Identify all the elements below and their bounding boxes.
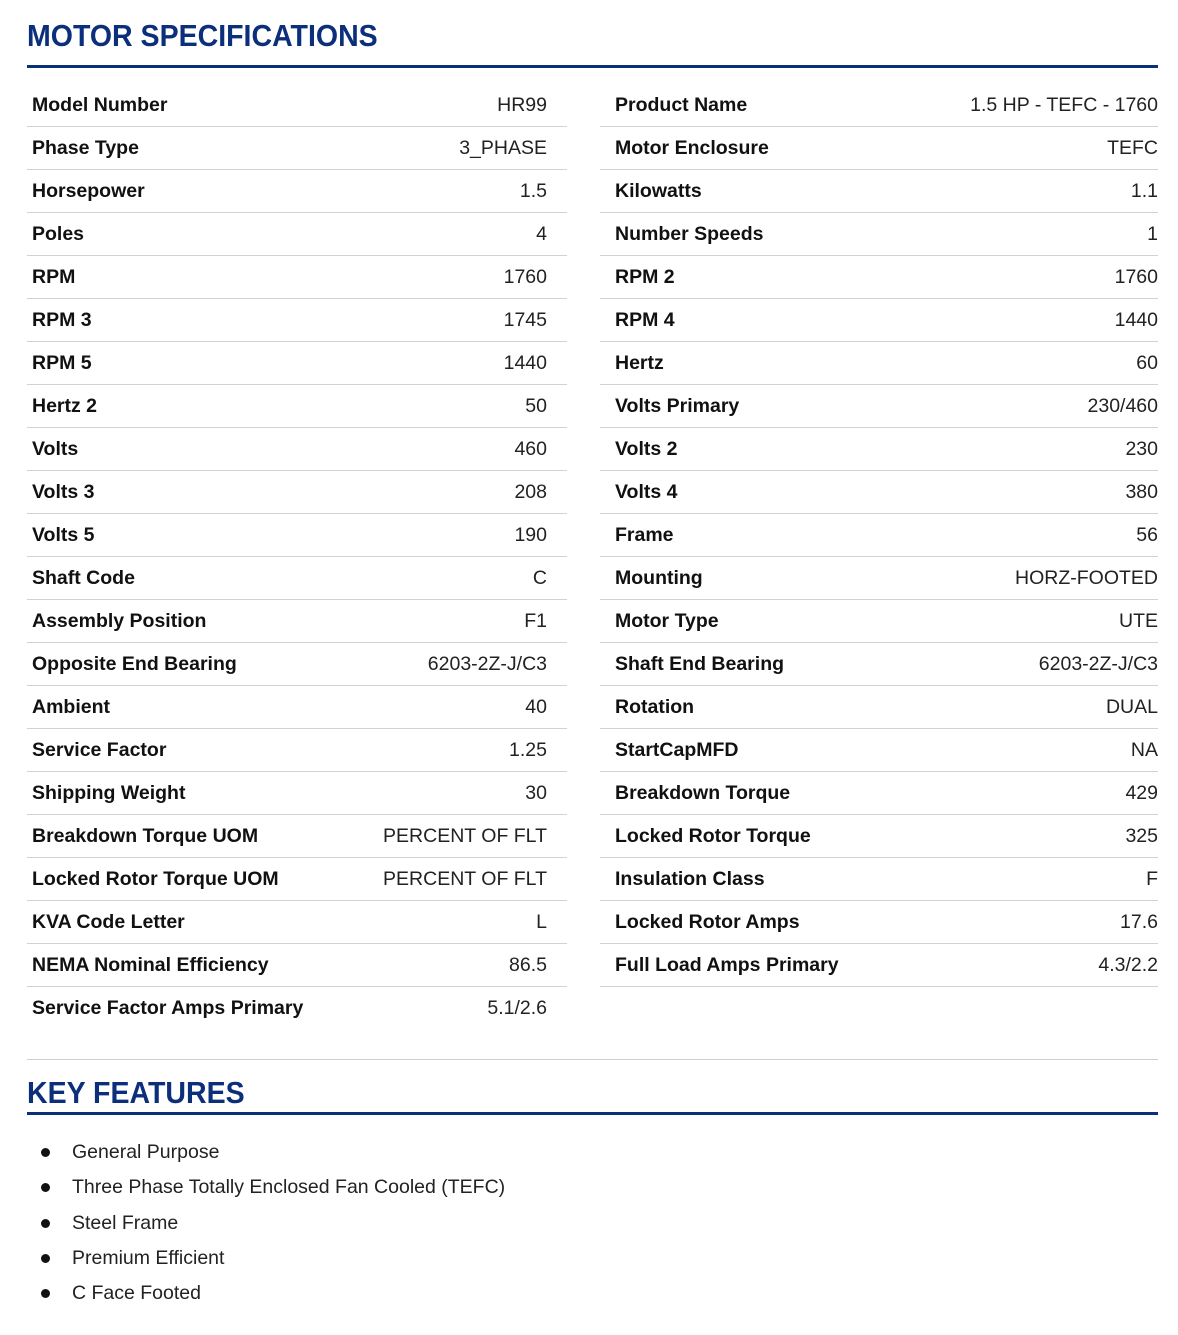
spec-label: Volts (32, 437, 79, 460)
spec-label: Volts 3 (32, 480, 95, 503)
spec-value: F (1146, 867, 1158, 890)
spec-row (600, 299, 1158, 342)
spec-row (27, 858, 567, 901)
spec-value: F1 (524, 609, 547, 632)
spec-row (600, 901, 1158, 944)
spec-value: 4.3/2.2 (1098, 953, 1158, 976)
spec-label: Shaft Code (32, 566, 135, 589)
spec-label: Assembly Position (32, 609, 207, 632)
spec-row (27, 256, 567, 299)
spec-value: 325 (1125, 824, 1158, 847)
spec-row (600, 127, 1158, 170)
spec-value: 230 (1125, 437, 1158, 460)
spec-value: TEFC (1107, 136, 1158, 159)
spec-row (27, 213, 567, 256)
spec-row (27, 299, 567, 342)
spec-row (600, 428, 1158, 471)
spec-row (600, 772, 1158, 815)
spec-label: Breakdown Torque (615, 781, 791, 804)
spec-value: C (532, 566, 547, 589)
spec-label: Locked Rotor Torque UOM (32, 867, 279, 890)
spec-row (27, 600, 567, 643)
spec-value: 1440 (503, 351, 547, 374)
bullet-icon (41, 1148, 50, 1157)
spec-row (27, 729, 567, 772)
spec-section-title: MOTOR SPECIFICATIONS (27, 18, 378, 53)
spec-value: 1 (1147, 222, 1158, 245)
spec-row (600, 815, 1158, 858)
spec-value: 429 (1125, 781, 1158, 804)
spec-row (600, 858, 1158, 901)
spec-value: 380 (1125, 480, 1158, 503)
spec-value: 86.5 (509, 953, 547, 976)
spec-label: RPM 2 (615, 265, 675, 288)
spec-row (27, 471, 567, 514)
spec-value: DUAL (1105, 695, 1158, 718)
spec-label: RPM 5 (32, 351, 92, 374)
spec-label: StartCapMFD (615, 738, 739, 761)
spec-label: KVA Code Letter (32, 910, 185, 933)
spec-value: 1.25 (509, 738, 547, 761)
spec-table-right (600, 84, 1158, 987)
spec-row (600, 944, 1158, 987)
spec-label: RPM 3 (32, 308, 92, 331)
spec-value: 1.5 HP - TEFC - 1760 (970, 93, 1158, 116)
spec-label: Mounting (615, 566, 703, 589)
spec-value: 1760 (503, 265, 547, 288)
spec-value: 3_PHASE (459, 136, 547, 159)
spec-row (600, 729, 1158, 772)
spec-value: 17.6 (1120, 910, 1158, 933)
spec-value: 56 (1136, 523, 1158, 546)
spec-row (27, 342, 567, 385)
feature-text: Three Phase Totally Enclosed Fan Cooled (TEFC) (72, 1176, 506, 1199)
feature-text: General Purpose (72, 1141, 220, 1164)
spec-title-rule (27, 65, 1158, 68)
spec-value: L (536, 910, 547, 933)
spec-label: Insulation Class (615, 867, 765, 890)
spec-value: HORZ-FOOTED (1015, 566, 1158, 589)
spec-row (27, 514, 567, 557)
features-section-title: KEY FEATURES (27, 1075, 245, 1110)
spec-row (600, 342, 1158, 385)
spec-row (600, 600, 1158, 643)
spec-value: 1760 (1114, 265, 1158, 288)
spec-row (27, 385, 567, 428)
spec-label: RPM 4 (615, 308, 675, 331)
spec-label: Service Factor (32, 738, 167, 761)
spec-value: 5.1/2.6 (487, 997, 547, 1019)
spec-row (27, 127, 567, 170)
spec-row (27, 772, 567, 815)
spec-value: 4 (536, 222, 547, 245)
spec-row (600, 256, 1158, 299)
spec-value: 1.5 (519, 179, 547, 202)
spec-table-left (27, 84, 567, 1030)
spec-value: 60 (1136, 351, 1158, 374)
spec-value: 30 (525, 781, 547, 804)
spec-label: Motor Type (615, 609, 719, 632)
spec-label: Number Speeds (615, 222, 764, 245)
spec-value: UTE (1119, 609, 1158, 632)
spec-label: Volts Primary (615, 394, 740, 417)
spec-value: PERCENT OF FLT (383, 867, 547, 890)
spec-label: Shaft End Bearing (615, 652, 785, 675)
spec-label: Horsepower (32, 179, 145, 202)
spec-label: Volts 4 (615, 480, 678, 503)
bullet-icon (41, 1289, 50, 1298)
spec-value: 460 (514, 437, 547, 460)
spec-value: 6203-2Z-J/C3 (427, 652, 547, 675)
spec-row (600, 643, 1158, 686)
spec-value: HR99 (497, 93, 547, 116)
bullet-icon (41, 1219, 50, 1228)
spec-value: 1.1 (1130, 179, 1158, 202)
spec-label: Motor Enclosure (615, 136, 769, 159)
feature-item (27, 1276, 505, 1311)
bullet-icon (41, 1254, 50, 1263)
spec-row (600, 84, 1158, 127)
spec-row (27, 557, 567, 600)
spec-value: 190 (514, 523, 547, 546)
spec-row (27, 170, 567, 213)
spec-row (27, 428, 567, 471)
spec-value: 1440 (1114, 308, 1158, 331)
spec-label: Full Load Amps Primary (615, 953, 839, 976)
spec-label: Locked Rotor Torque (615, 824, 811, 847)
spec-label: Service Factor Amps Primary (32, 997, 304, 1019)
feature-text: Steel Frame (72, 1211, 179, 1234)
spec-value: 230/460 (1087, 394, 1158, 417)
spec-value: 6203-2Z-J/C3 (1038, 652, 1158, 675)
spec-row (27, 901, 567, 944)
spec-label: Opposite End Bearing (32, 652, 237, 675)
spec-row (27, 815, 567, 858)
feature-item (27, 1135, 505, 1170)
spec-label: Volts 5 (32, 523, 95, 546)
spec-row (600, 686, 1158, 729)
spec-label: Product Name (615, 93, 748, 116)
spec-label: NEMA Nominal Efficiency (32, 953, 269, 976)
spec-label: RPM (32, 265, 76, 288)
spec-label: Model Number (32, 93, 168, 116)
spec-row (600, 514, 1158, 557)
spec-label: Shipping Weight (32, 781, 186, 804)
spec-label: Kilowatts (615, 179, 702, 202)
spec-value: 208 (514, 480, 547, 503)
features-title-rule (27, 1112, 1158, 1115)
feature-item (27, 1170, 505, 1205)
spec-value: 1745 (503, 308, 547, 331)
spec-label: Volts 2 (615, 437, 678, 460)
spec-row (600, 557, 1158, 600)
bullet-icon (41, 1183, 50, 1192)
feature-item (27, 1206, 505, 1241)
spec-row (27, 84, 567, 127)
spec-label: Locked Rotor Amps (615, 910, 800, 933)
spec-label: Hertz (615, 351, 664, 374)
spec-value: PERCENT OF FLT (383, 824, 547, 847)
spec-value: 50 (525, 394, 547, 417)
spec-label: Frame (615, 523, 674, 546)
spec-value: NA (1130, 738, 1158, 761)
spec-row (600, 385, 1158, 428)
spec-label: Rotation (615, 695, 695, 718)
spec-label: Poles (32, 222, 85, 245)
spec-row (600, 213, 1158, 256)
spec-row (27, 944, 567, 987)
feature-text: C Face Footed (72, 1282, 201, 1305)
spec-row (27, 643, 567, 686)
features-list (27, 1135, 505, 1311)
spec-label: Breakdown Torque UOM (32, 824, 259, 847)
spec-row (27, 987, 567, 1030)
spec-row (600, 471, 1158, 514)
feature-item (27, 1241, 505, 1276)
spec-row (600, 170, 1158, 213)
spec-label: Ambient (32, 695, 110, 718)
spec-label: Phase Type (32, 136, 139, 159)
spec-row (27, 686, 567, 729)
spec-label: Hertz 2 (32, 394, 98, 417)
section-divider (27, 1059, 1158, 1060)
spec-value: 40 (525, 695, 547, 718)
feature-text: Premium Efficient (72, 1247, 225, 1270)
